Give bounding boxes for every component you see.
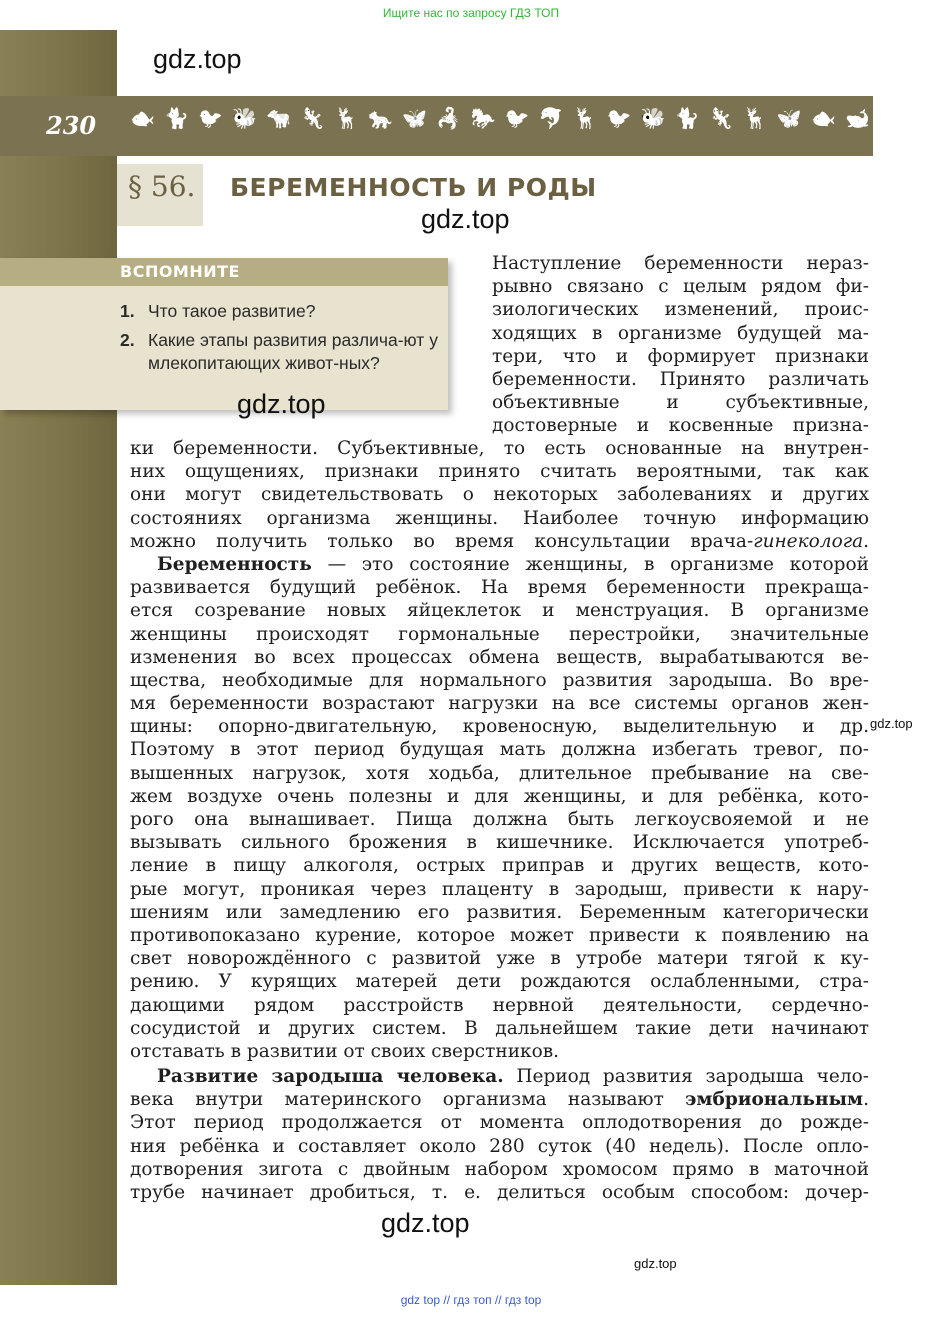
bold-term: Беременность bbox=[157, 553, 312, 575]
animal-silhouette-icon: 🦋 bbox=[776, 106, 802, 130]
animal-silhouettes-strip bbox=[130, 104, 870, 132]
text-line: беременности. Принято различать bbox=[492, 368, 869, 390]
text-fragment: . bbox=[863, 1089, 869, 1111]
recall-question bbox=[120, 300, 438, 323]
text-line: зиологических изменений, проис- bbox=[492, 299, 869, 321]
text-fragment: — это состояние женщины, в организме которой bbox=[311, 553, 869, 575]
text-line: жем воздухе очень полезны и для женщины, и для ребёнка, кото- bbox=[130, 785, 869, 807]
text-line: щества, необходимые для нормального развития зародыша. Во вре- bbox=[130, 669, 869, 691]
page-margin-sidebar bbox=[0, 30, 117, 1285]
animal-silhouette-icon: 🐝 bbox=[640, 106, 666, 130]
bold-term: Развитие зародыша человека. bbox=[157, 1066, 504, 1088]
animal-silhouette-icon: 🐄 bbox=[266, 106, 292, 130]
text-line: мя беременности возрастают нагрузки на все системы органов жен- bbox=[130, 693, 869, 715]
text-line: них ощущениях, признаки принято считать вероятными, так как bbox=[130, 461, 869, 483]
text-line: щины: опорно-двигательную, кровеносную, выделительную и др. bbox=[130, 716, 869, 738]
text-line: женщины происходят гормональные перестройки, значительные bbox=[130, 623, 869, 645]
watermark: gdz.top bbox=[381, 1208, 470, 1238]
animal-silhouette-icon: 🐦 bbox=[504, 106, 530, 130]
text-line: рывно связано с целым рядом фи- bbox=[492, 276, 869, 298]
animal-silhouette-icon: 🐎 bbox=[470, 106, 496, 130]
text-line: ление в пищу алкоголя, острых приправ и других веществ, кото- bbox=[130, 855, 869, 877]
animal-silhouette-icon: 🦌 bbox=[742, 106, 768, 130]
text-line: вышенных нагрузок, хотя ходьба, длительное пребывание на све- bbox=[130, 762, 869, 784]
watermark: gdz.top bbox=[153, 44, 242, 74]
text-line: достоверные и косвенные призна- bbox=[492, 415, 869, 437]
text-line: ки беременности. Субъективные, то есть основанные на внутрен- bbox=[130, 438, 869, 459]
animal-silhouette-icon: 🐈 bbox=[674, 106, 700, 130]
footer-links[interactable]: gdz top // гдз топ // гдз top bbox=[400, 1293, 542, 1307]
text-fragment: Период развития зародыша чело- bbox=[503, 1066, 869, 1088]
text-line: состояниях организма женщины. Наиболее точную информацию bbox=[130, 507, 869, 529]
text-line: тери, что и формирует признаки bbox=[492, 345, 869, 367]
text-line: объективные и субъективные, bbox=[492, 392, 869, 414]
text-line bbox=[130, 530, 869, 553]
animal-silhouette-icon: 🐆 bbox=[368, 106, 394, 130]
text-line: дающими рядом расстройств нервной деятельности, сердечно- bbox=[130, 994, 869, 1016]
text-line: вызывать сильного брожения в кишечнике. Исключается употреб- bbox=[130, 832, 869, 854]
section-title: БЕРЕМЕННОСТЬ И РОДЫ bbox=[230, 173, 597, 202]
recall-question bbox=[120, 329, 438, 375]
text-line: рого она вынашивает. Пища должна быть легкоусвояемой и не bbox=[130, 809, 869, 830]
text-line bbox=[130, 1088, 869, 1111]
top-search-hint[interactable]: Ищите нас по запросу ГДЗ ТОП bbox=[382, 6, 560, 20]
text-fragment: . bbox=[863, 530, 869, 552]
watermark: gdz.top bbox=[421, 204, 510, 234]
text-line: Наступление беременности нераз- bbox=[492, 253, 869, 274]
text-fragment: века внутри материнского организма называют bbox=[130, 1089, 686, 1111]
animal-silhouette-icon: 🐦 bbox=[198, 106, 223, 130]
text-line: трубе начинает дробиться, т. е. делиться особым способом: дочер- bbox=[130, 1182, 869, 1203]
animal-silhouette-icon: 🦂 bbox=[436, 106, 462, 130]
watermark: gdz.top bbox=[870, 716, 913, 731]
question-text: Какие этапы развития различа-ют у млекопитающих живот-ных? bbox=[148, 330, 438, 373]
text-line: они могут свидетельствовать о некоторых заболеваниях и других bbox=[130, 484, 869, 506]
text-line: Поэтому в этот период будущая мать должна избегать тревог, по- bbox=[130, 739, 869, 761]
animal-silhouette-icon: 🦎 bbox=[300, 106, 326, 130]
animal-silhouette-icon: 🐬 bbox=[538, 106, 564, 130]
animal-silhouette-icon: 🦋 bbox=[402, 106, 428, 130]
text-line: ходящих в организме будущей ма- bbox=[492, 322, 869, 344]
text-line: рению. У курящих матерей дети рождаются ослабленными, стра- bbox=[130, 971, 869, 993]
main-text bbox=[130, 437, 869, 1204]
text-line: Этот период продолжается от момента оплодотворения до рожде- bbox=[130, 1112, 869, 1134]
recall-box bbox=[0, 258, 448, 410]
text-line: шениям или замедлению его развития. Беременным категорически bbox=[130, 901, 869, 923]
text-line: сосудистой и других систем. В дальнейшем такие дети начинают bbox=[130, 1017, 869, 1039]
animal-silhouette-icon: 🐈 bbox=[164, 106, 189, 130]
italic-term: гинеколога bbox=[753, 530, 864, 552]
text-line: рые могут, проникая через плаценту в зародыш, привести к нару- bbox=[130, 878, 869, 900]
text-line: развивается будущий ребёнок. На время беременности прекраща- bbox=[130, 577, 869, 599]
animal-silhouette-icon: 🐟 bbox=[130, 106, 155, 130]
animal-silhouette-icon: 🦌 bbox=[334, 106, 360, 130]
section-number: § 56. bbox=[128, 170, 196, 203]
text-fragment: можно получить только во время консультации врача- bbox=[130, 530, 754, 552]
text-line: противопоказано курение, которое может привести к появлению на bbox=[130, 924, 869, 946]
text-line: изменения во всех процессах обмена веществ, вырабатываются ве- bbox=[130, 646, 869, 668]
watermark: gdz.top bbox=[237, 389, 326, 419]
text-line bbox=[130, 1065, 869, 1088]
watermark: gdz.top bbox=[634, 1256, 677, 1271]
text-line: ется созревание новых яйцеклеток и менструация. В организме bbox=[130, 600, 869, 622]
question-number: 2. bbox=[120, 330, 135, 350]
page-number: 230 bbox=[46, 111, 97, 140]
animal-silhouette-icon: 🐝 bbox=[232, 106, 258, 130]
recall-title: ВСПОМНИТЕ bbox=[120, 262, 240, 281]
question-number: 1. bbox=[120, 301, 135, 321]
text-line: дотворения зигота с двойным набором хромосом прямо в маточной bbox=[130, 1158, 869, 1180]
question-text: Что такое развитие? bbox=[148, 301, 316, 321]
animal-silhouette-icon: 🐟 bbox=[810, 106, 836, 130]
text-line: отставать в развитии от своих сверстников. bbox=[130, 1040, 560, 1062]
animal-silhouette-icon: 🦌 bbox=[572, 106, 598, 130]
animal-silhouette-icon: 🦎 bbox=[708, 106, 734, 130]
animal-silhouette-icon: 🐋 bbox=[844, 106, 870, 130]
paragraph-1-top bbox=[492, 252, 869, 438]
bold-term: эмбриональным bbox=[685, 1089, 864, 1111]
text-line: ния ребёнка и составляет около 280 суток (40 недель). После опло- bbox=[130, 1135, 869, 1157]
text-line: свет новорождённого с развитой уже в утробе матери тягой к ку- bbox=[130, 948, 869, 970]
text-line bbox=[130, 553, 869, 576]
animal-silhouette-icon: 🐦 bbox=[606, 106, 632, 130]
